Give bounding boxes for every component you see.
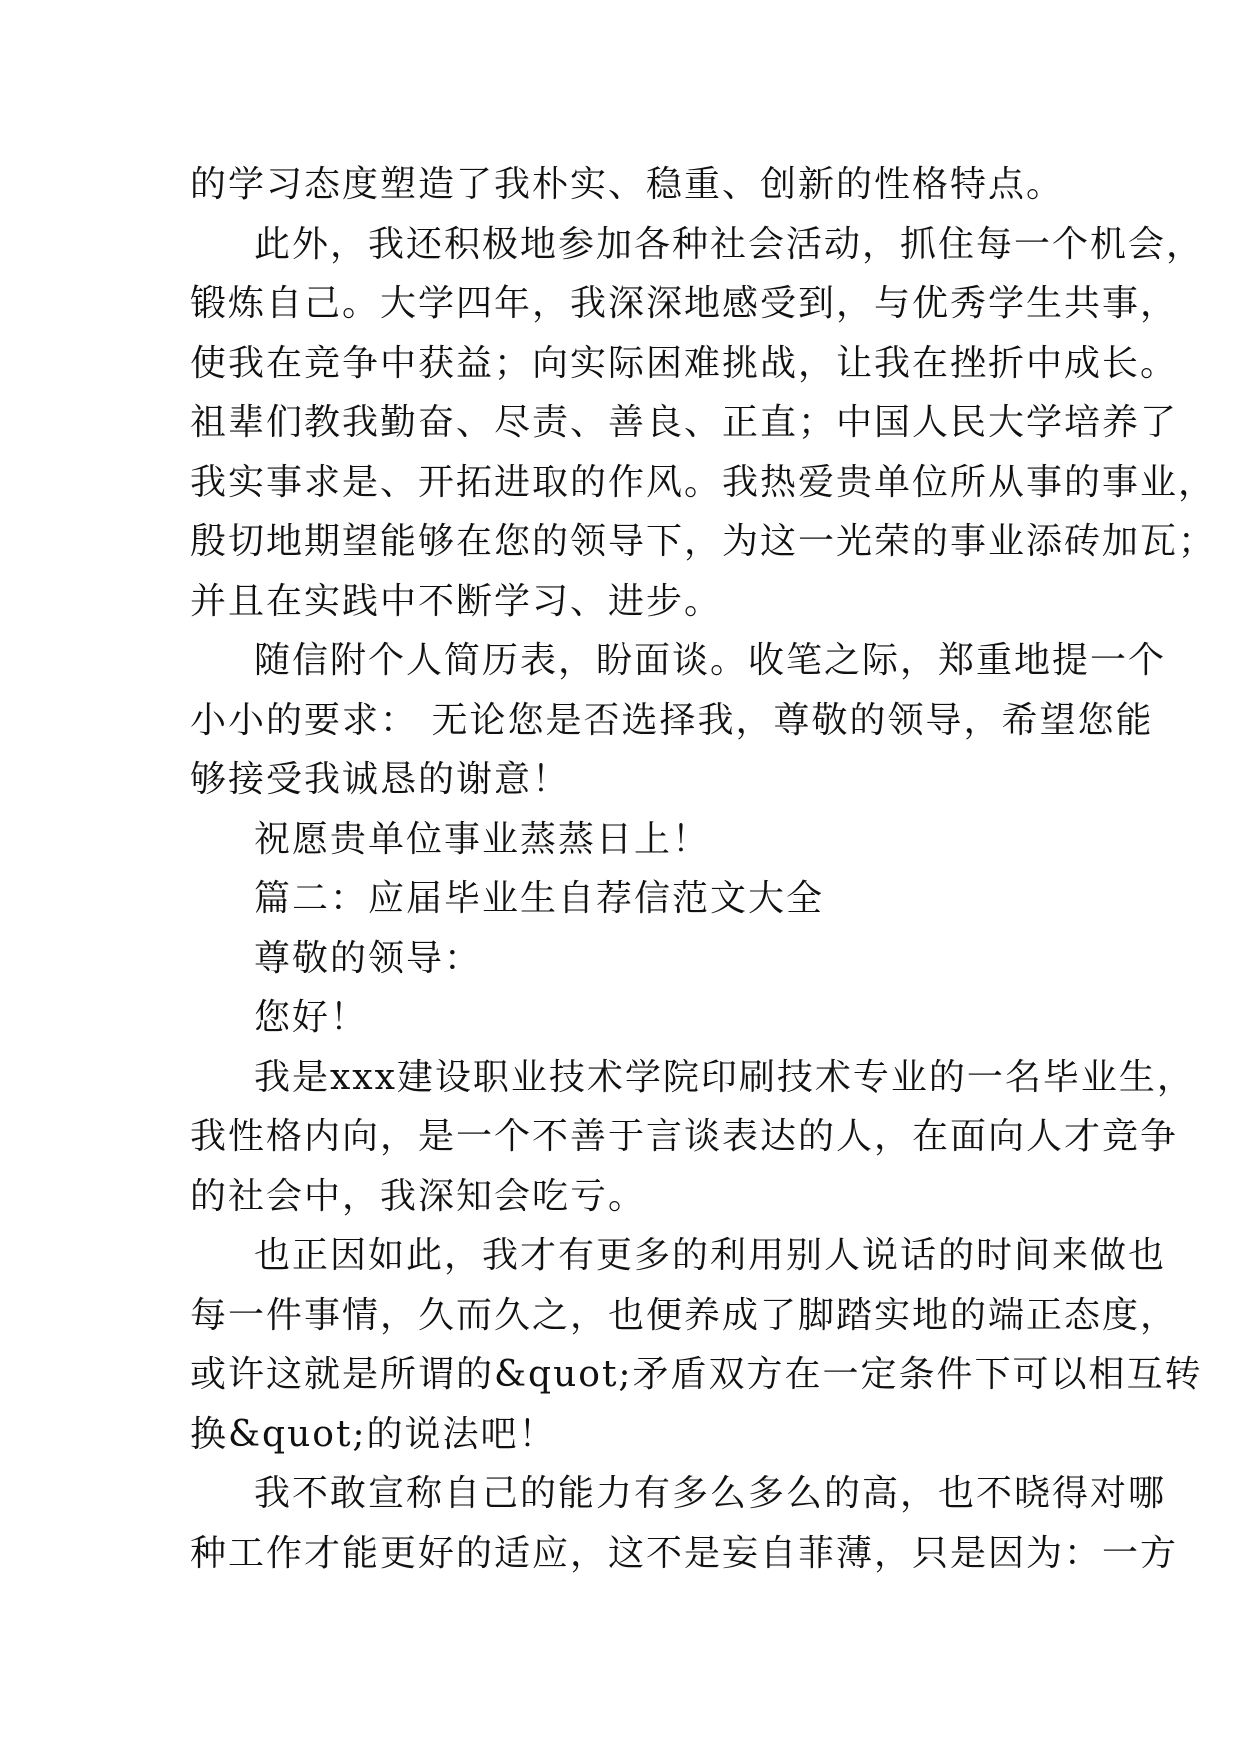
text-line: 我不敢宣称自己的能力有多么多么的高，也不晓得对哪 — [254, 1473, 1167, 1514]
greeting: 您好！ — [254, 997, 369, 1038]
text-line: 我是xxx建设职业技术学院印刷技术专业的一名毕业生， — [254, 1056, 1195, 1098]
text-line: 并且在实践中不断学习、进步。 — [190, 580, 723, 622]
text-line: 的学习态度塑造了我朴实、稳重、创新的性格特点。 — [190, 164, 1065, 205]
text-line: 的社会中，我深知会吃亏。 — [190, 1175, 647, 1217]
text-line: 我性格内向，是一个不善于言谈表达的人，在面向人才竞争 — [190, 1116, 1179, 1157]
text-line: 也正因如此，我才有更多的利用别人说话的时间来做也 — [254, 1235, 1167, 1276]
text-line: 每一件事情，久而久之，也便养成了脚踏实地的端正态度， — [190, 1294, 1179, 1336]
text-line: 随信附个人简历表，盼面谈。收笔之际，郑重地提一个 — [254, 640, 1167, 681]
text-line: 种工作才能更好的适应，这不是妄自菲薄，只是因为：一方 — [190, 1532, 1179, 1574]
text-line: 锻炼自己。大学四年，我深深地感受到，与优秀学生共事， — [190, 283, 1179, 324]
text-line: 小小的要求： 无论您是否选择我，尊敬的领导，希望您能 — [190, 699, 1154, 741]
salutation: 尊敬的领导： — [254, 937, 483, 979]
body-text — [190, 155, 1217, 1583]
text-line: 或许这就是所谓的&quot;矛盾双方在一定条件下可以相互转 — [190, 1354, 1203, 1395]
text-line: 殷切地期望能够在您的领导下，为这一光荣的事业添砖加瓦； — [190, 521, 1217, 562]
text-line: 此外，我还积极地参加各种社会活动，抓住每一个机会， — [254, 223, 1205, 265]
section-heading: 篇二：应届毕业生自荐信范文大全 — [254, 878, 825, 919]
text-line: 换&quot;的说法吧！ — [190, 1413, 557, 1455]
text-line: 祖辈们教我勤奋、尽责、善良、正直；中国人民大学培养了 — [190, 402, 1179, 443]
text-line: 我实事求是、开拓进取的作风。我热爱贵单位所从事的事业， — [190, 461, 1217, 503]
text-line: 祝愿贵单位事业蒸蒸日上！ — [254, 818, 711, 860]
text-line: 使我在竞争中获益；向实际困难挑战，让我在挫折中成长。 — [190, 342, 1179, 384]
text-line: 够接受我诚恳的谢意！ — [190, 759, 571, 800]
